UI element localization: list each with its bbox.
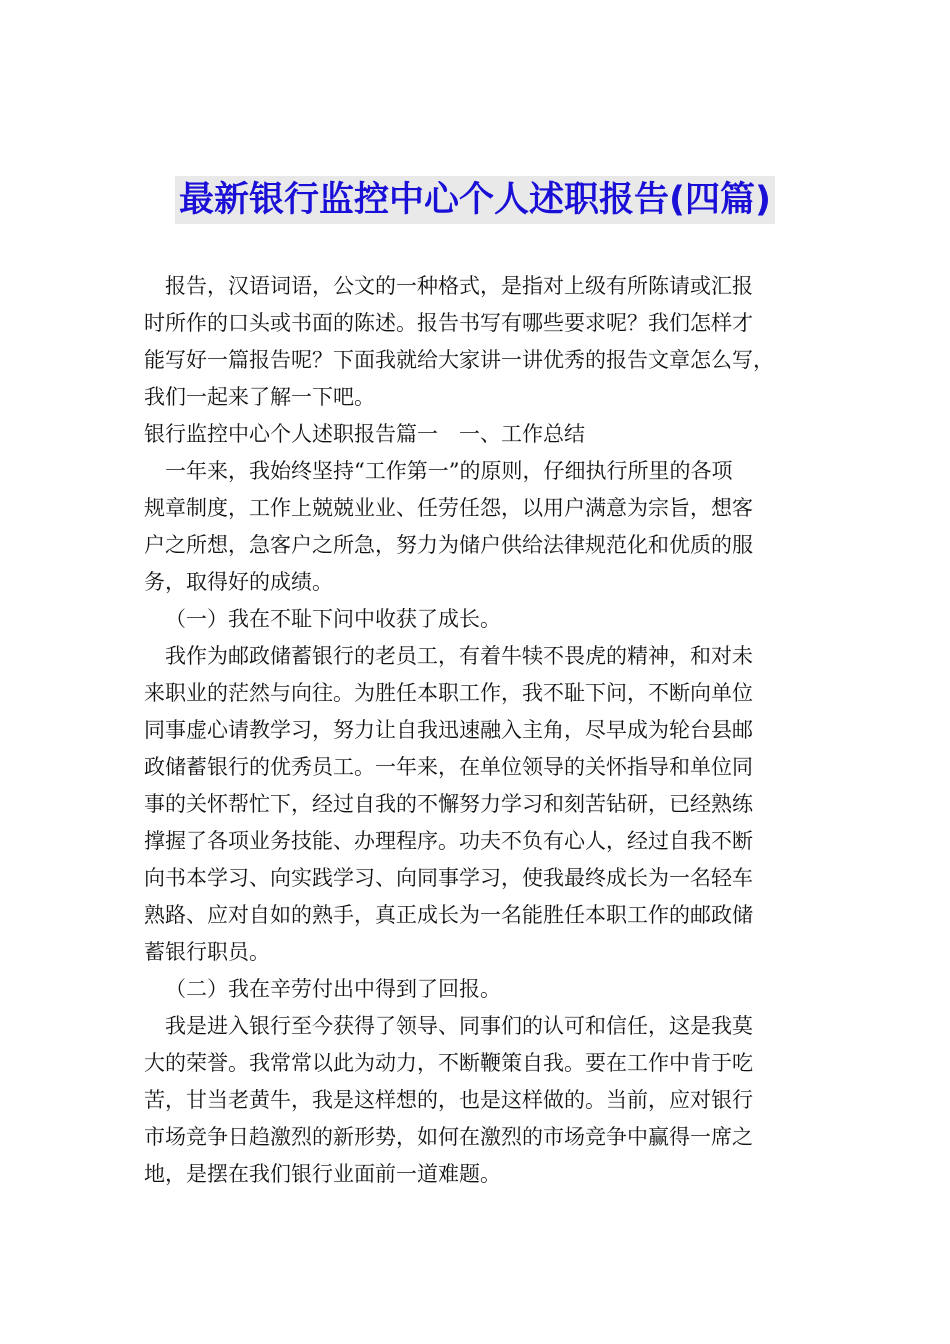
text-line: 向书本学习、向实践学习、向同事学习，使我最终成长为一名轻车	[144, 866, 753, 890]
text-line: 同事虚心请教学习，努力让自我迅速融入主角，尽早成为轮台县邮	[144, 718, 753, 742]
text-line: 能写好一篇报告呢？下面我就给大家讲一讲优秀的报告文章怎么写，	[144, 348, 774, 372]
text-line: 时所作的口头或书面的陈述。报告书写有哪些要求呢？我们怎样才	[144, 311, 753, 335]
text-line: 我是进入银行至今获得了领导、同事们的认可和信任，这是我莫	[165, 1014, 753, 1038]
text-line: 市场竞争日趋激烈的新形势，如何在激烈的市场竞争中赢得一席之	[144, 1125, 753, 1149]
text-line: 一年来，我始终坚持“工作第一”的原则，仔细执行所里的各项	[165, 459, 733, 483]
text-line: 报告，汉语词语，公文的一种格式，是指对上级有所陈请或汇报	[165, 274, 753, 298]
text-line: 熟路、应对自如的熟手，真正成长为一名能胜任本职工作的邮政储	[144, 903, 753, 927]
text-line: 撑握了各项业务技能、办理程序。功夫不负有心人，经过自我不断	[144, 829, 753, 853]
text-line: 务，取得好的成绩。	[144, 570, 333, 594]
document-title: 最新银行监控中心个人述职报告(四篇)	[175, 176, 775, 224]
text-line: 政储蓄银行的优秀员工。一年来，在单位领导的关怀指导和单位同	[144, 755, 753, 779]
text-line: 地，是摆在我们银行业面前一道难题。	[144, 1162, 501, 1186]
text-line: 我作为邮政储蓄银行的老员工，有着牛犊不畏虎的精神，和对未	[165, 644, 753, 668]
text-line: 我们一起来了解一下吧。	[144, 385, 375, 409]
document-body	[144, 268, 820, 1193]
section-heading: 银行监控中心个人述职报告篇一 一、工作总结	[144, 422, 585, 446]
text-line: 苦，甘当老黄牛，我是这样想的，也是这样做的。当前，应对银行	[144, 1088, 753, 1112]
text-line: 大的荣誉。我常常以此为动力，不断鞭策自我。要在工作中肯于吃	[144, 1051, 753, 1075]
subsection-heading: （一）我在不耻下问中收获了成长。	[165, 607, 501, 631]
text-line: 规章制度，工作上兢兢业业、任劳任怨，以用户满意为宗旨，想客	[144, 496, 753, 520]
subsection-heading: （二）我在辛劳付出中得到了回报。	[165, 977, 501, 1001]
text-line: 来职业的茫然与向往。为胜任本职工作，我不耻下问，不断向单位	[144, 681, 753, 705]
text-line: 户之所想，急客户之所急，努力为储户供给法律规范化和优质的服	[144, 533, 753, 557]
title-container	[0, 176, 950, 224]
text-line: 蓄银行职员。	[144, 940, 270, 964]
text-line: 事的关怀帮忙下，经过自我的不懈努力学习和刻苦钻研，已经熟练	[144, 792, 753, 816]
